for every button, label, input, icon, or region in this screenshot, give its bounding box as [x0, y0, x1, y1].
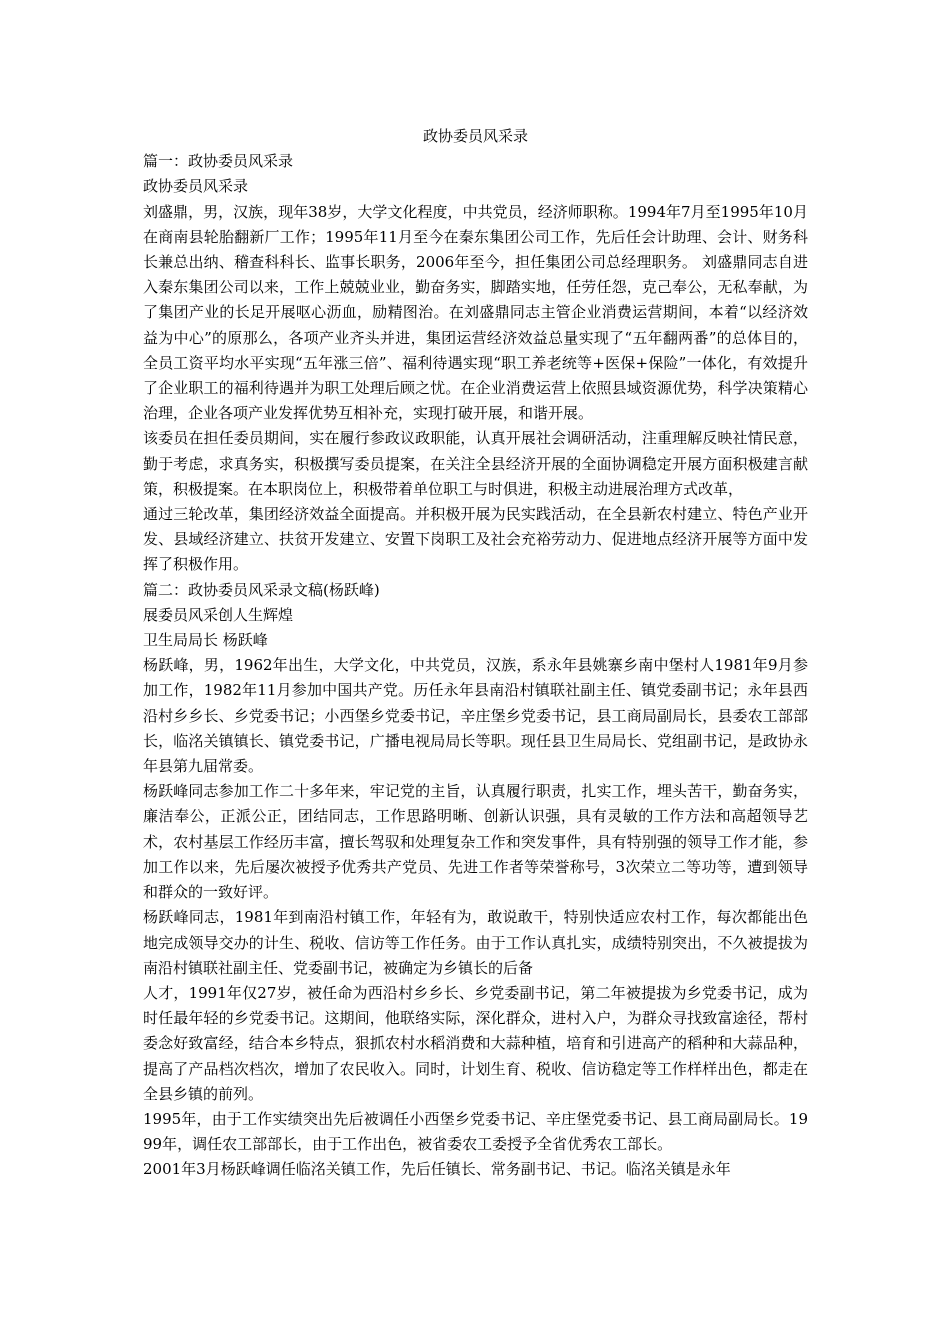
section-heading-2: 篇二：政协委员风采录文稿(杨跃峰): [143, 580, 380, 599]
paragraph: 该委员在担任委员期间，实在履行参政议政职能，认真开展社会调研活动，注重理解反映社情民意，勤于考虑，求真务实，积极撰写委员提案，在关注全县经济开展的全面协调稳定开展方面积极建言献策，积极提案。在本职岗位上，积极带着单位职工与时俱进，积极主动进展治理方式改革，: [143, 429, 808, 498]
document-body: [143, 124, 808, 1183]
document-title: 政协委员风采录: [422, 127, 528, 145]
author-line: 卫生局局长 杨跃峰: [143, 631, 268, 650]
section-heading-1: 篇一：政协委员风采录: [143, 152, 294, 171]
subheading-1: 政协委员风采录: [143, 177, 249, 196]
paragraph: 2001年3月杨跃峰调任临洺关镇工作，先后任镇长、常务副书记、书记。临洺关镇是永年: [143, 1160, 731, 1179]
paragraph: 杨跃峰同志，1981年到南沿村镇工作，年轻有为，敢说敢干，特别快适应农村工作，每次都能出色地完成领导交办的计生、税收、信访等工作任务。由于工作认真扎实，成绩特别突出，不久被提拔为南沿村镇联社副主任、党委副书记，被确定为乡镇长的后备: [143, 908, 808, 977]
paragraph: 人才，1991年仅27岁，被任命为西沿村乡乡长、乡党委副书记，第二年被提拔为乡党委书记，成为时任最年轻的乡党委书记。这期间，他联络实际，深化群众，进村入户，为群众寻找致富途径，帮村委念好致富经，结合本乡特点，狠抓农村水稻消费和大蒜种植，培育和引进高产的稻种和大蒜品种，提高了产品档次档次，增加了农民收入。同时，计划生育、税收、信访稳定等工作样样出色，都走在全县乡镇的前列。: [143, 983, 808, 1103]
subheading-2: 展委员风采创人生辉煌: [143, 605, 294, 624]
paragraph: 杨跃峰同志参加工作二十多年来，牢记党的主旨，认真履行职责，扎实工作，埋头苦干，勤奋务实，廉洁奉公，正派公正，团结同志，工作思路明晰、创新认识强，具有灵敏的工作方法和高超领导艺术，农村基层工作经历丰富，擅长驾驭和处理复杂工作和突发事件，具有特别强的领导工作才能，参加工作以来，先后屡次被授予优秀共产党员、先进工作者等荣誉称号，3次荣立二等功等，遭到领导和群众的一致好评。: [143, 782, 808, 902]
paragraph: 通过三轮改革，集团经济效益全面提高。并积极开展为民实践活动，在全县新农村建立、特色产业开发、县域经济建立、扶贫开发建立、安置下岗职工及社会充裕劳动力、促进地点经济开展等方面中发挥了积极作用。: [143, 505, 808, 574]
paragraph: 杨跃峰，男，1962年出生，大学文化，中共党员，汉族，系永年县姚寨乡南中堡村人1981年9月参加工作，1982年11月参加中国共产党。历任永年县南沿村镇联社副主任、镇党委副书记；永年县西沿村乡乡长、乡党委书记；小西堡乡党委书记，辛庄堡乡党委书记，县工商局副局长，县委农工部部长，临洺关镇镇长、镇党委书记，广播电视局局长等职。现任县卫生局局长、党组副书记，是政协永年县第九届常委。: [143, 656, 808, 776]
paragraph: 刘盛鼎，男，汉族，现年38岁，大学文化程度，中共党员，经济师职称。1994年7月至1995年10月在商南县轮胎翻新厂工作；1995年11月至今在秦东集团公司工作，先后任会计助理、会计、财务科长兼总出纳、稽查科科长、监事长职务，2006年至今，担任集团公司总经理职务。 刘盛鼎同志自进入秦东集团公司以来，工作上兢兢业业，勤奋务实，脚踏实地，任劳任怨，克己奉公，无私奉献，为了集团产业的长足开展呕心沥血，励精图治。在刘盛鼎同志主管企业消费运营期间，本着“以经济效益为中心”的原那么，各项产业齐头并进，集团运营经济效益总量实现了“五年翻两番”的总体目的，全员工资平均水平实现“五年涨三倍”、福利待遇实现“职工养老统等+医保+保险”一体化，有效提升了企业职工的福利待遇并为职工处理后顾之忧。在企业消费运营上依照县域资源优势，科学决策精心治理，企业各项产业发挥优势互相补充，实现打破开展，和谐开展。: [143, 202, 808, 423]
paragraph: 1995年，由于工作实绩突出先后被调任小西堡乡党委书记、辛庄堡党委书记、县工商局副局长。1999年，调任农工部部长，由于工作出色，被省委农工委授予全省优秀农工部长。: [143, 1109, 808, 1154]
